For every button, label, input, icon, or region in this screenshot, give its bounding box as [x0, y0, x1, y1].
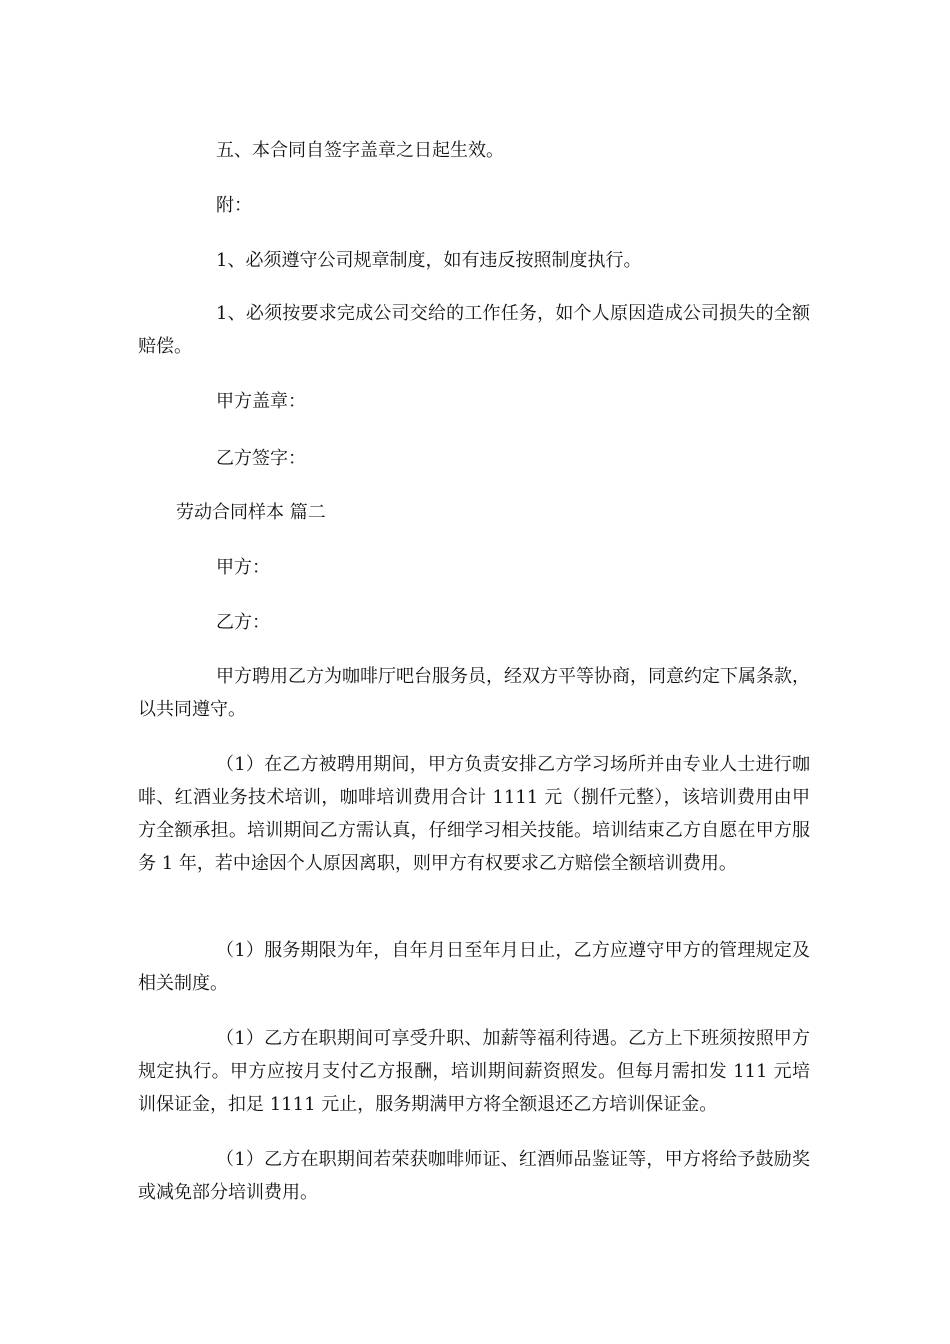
appendix-item-rules: 1、必须遵守公司规章制度，如有违反按照制度执行。 — [216, 250, 642, 271]
clause-training: （1）在乙方被聘用期间，甲方负责安排乙方学习场所并由专业人士进行咖啡、红酒业务技术培训，咖啡培训费用合计 1111 元（捌仟元整），该培训费用由甲方全额承担。培训期间乙方需认真，仔细学习相关技能。培训结束乙方自愿在甲方服务 1 年，若中途因个人原因离职，则甲方有权要求乙方赔偿全额培训费用。 — [138, 754, 810, 874]
clause-certificates: （1）乙方在职期间若荣获咖啡师证、红酒师品鉴证等，甲方将给予鼓励奖或减免部分培训费用。 — [138, 1149, 810, 1203]
clause-five: 五、本合同自签字盖章之日起生效。 — [216, 140, 504, 161]
clause-benefits: （1）乙方在职期间可享受升职、加薪等福利待遇。乙方上下班须按照甲方规定执行。甲方应按月支付乙方报酬，培训期间薪资照发。但每月需扣发 111 元培训保证金，扣足 1111 元止，服务期满甲方将全额退还乙方培训保证金。 — [138, 1028, 810, 1115]
party-b-signature-label: 乙方签字： — [216, 448, 306, 469]
party-a-seal-label: 甲方盖章： — [216, 391, 306, 412]
party-a-label: 甲方： — [216, 557, 270, 578]
appendix-label: 附： — [216, 195, 252, 216]
clause-service-term: （1）服务期限为年，自年月日至年月日止，乙方应遵守甲方的管理规定及相关制度。 — [138, 940, 810, 994]
intro-paragraph: 甲方聘用乙方为咖啡厅吧台服务员，经双方平等协商，同意约定下属条款，以共同遵守。 — [138, 666, 810, 720]
appendix-item-tasks: 1、必须按要求完成公司交给的工作任务，如个人原因造成公司损失的全额赔偿。 — [138, 303, 810, 357]
party-b-label: 乙方： — [216, 612, 270, 633]
section-title: 劳动合同样本 篇二 — [176, 502, 326, 523]
